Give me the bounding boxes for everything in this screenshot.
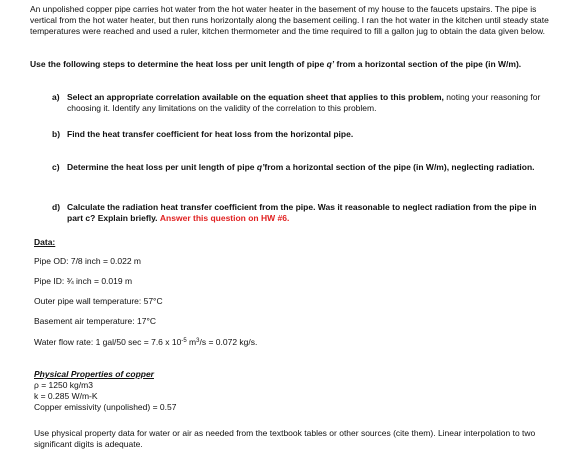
step-d	[52, 202, 542, 224]
data-heading: Data:	[34, 237, 56, 247]
step-d-hw-note: Answer this question on HW #6.	[159, 213, 290, 223]
copper-emissivity: Copper emissivity (unpolished) = 0.57	[34, 402, 177, 412]
data-line-air-temp: Basement air temperature: 17°C	[34, 316, 156, 326]
data-line-wall-temp: Outer pipe wall temperature: 57°C	[34, 296, 163, 306]
copper-density: ρ = 1250 kg/m3	[34, 380, 93, 390]
step-c-text-post: from a horizontal section of the pipe (in W/m), neglecting radiation.	[264, 162, 535, 172]
step-d-label: d)	[52, 202, 61, 212]
flow-exp1: -5	[181, 338, 187, 344]
copper-conductivity: k = 0.285 W/m-K	[34, 391, 98, 401]
step-a-label: a)	[52, 92, 60, 102]
copper-heading: Physical Properties of copper	[34, 369, 154, 379]
step-a	[52, 92, 542, 114]
data-line-pipe-od: Pipe OD: 7/8 inch = 0.022 m	[34, 256, 142, 266]
step-d-bold: Calculate the radiation heat transfer coefficient from the pipe. Was it reasonable to neglect radiation from the pipe in part c? Explain briefly.	[67, 202, 537, 223]
intro-paragraph: An unpolished copper pipe carries hot water from the hot water heater in the basement of my house to the faucets upstairs. The pipe is vertical from the hot water heater, but then runs horizontally along the basement ceiling. I ran the hot water in the kitchen until steady state temperatures were reached and used a ruler, kitchen thermometer and the time required to fill a gallon jug to obtain the data given below.	[30, 4, 549, 36]
flow-mid: m	[186, 337, 197, 347]
step-b-text: Find the heat transfer coefficient for heat loss from the horizontal pipe.	[67, 129, 354, 139]
step-b-label: b)	[52, 129, 61, 139]
instruction-text-post: from a horizontal section of the pipe (in W/m).	[334, 59, 522, 69]
flow-pre: Water flow rate: 1 gal/50 sec = 7.6 x 10	[34, 337, 182, 347]
instruction-paragraph	[30, 59, 550, 70]
step-a-bold: Select an appropriate correlation available on the equation sheet that applies to this problem,	[67, 92, 444, 102]
instruction-q-symbol: q’	[326, 59, 335, 69]
step-c-q-symbol: q’	[256, 162, 265, 172]
data-line-flow-rate	[34, 336, 257, 348]
footer-note: Use physical property data for water or air as needed from the textbook tables or other sources (cite them). Linear interpolation to two significant digits is adequate.	[34, 428, 536, 449]
step-a-normal: noting your reasoning for choosing it. Identify any limitations on the validity of the correlation to this problem.	[67, 92, 541, 113]
step-c-label: c)	[52, 162, 60, 172]
step-c-text-pre: Determine the heat loss per unit length of pipe	[67, 162, 257, 172]
data-line-pipe-id: Pipe ID: ¾ inch = 0.019 m	[34, 276, 133, 286]
flow-exp2: 3	[196, 338, 200, 344]
flow-post: /s = 0.072 kg/s.	[199, 337, 258, 347]
step-c	[52, 162, 542, 173]
step-b	[52, 129, 542, 140]
instruction-text-pre: Use the following steps to determine the heat loss per unit length of pipe	[30, 59, 327, 69]
